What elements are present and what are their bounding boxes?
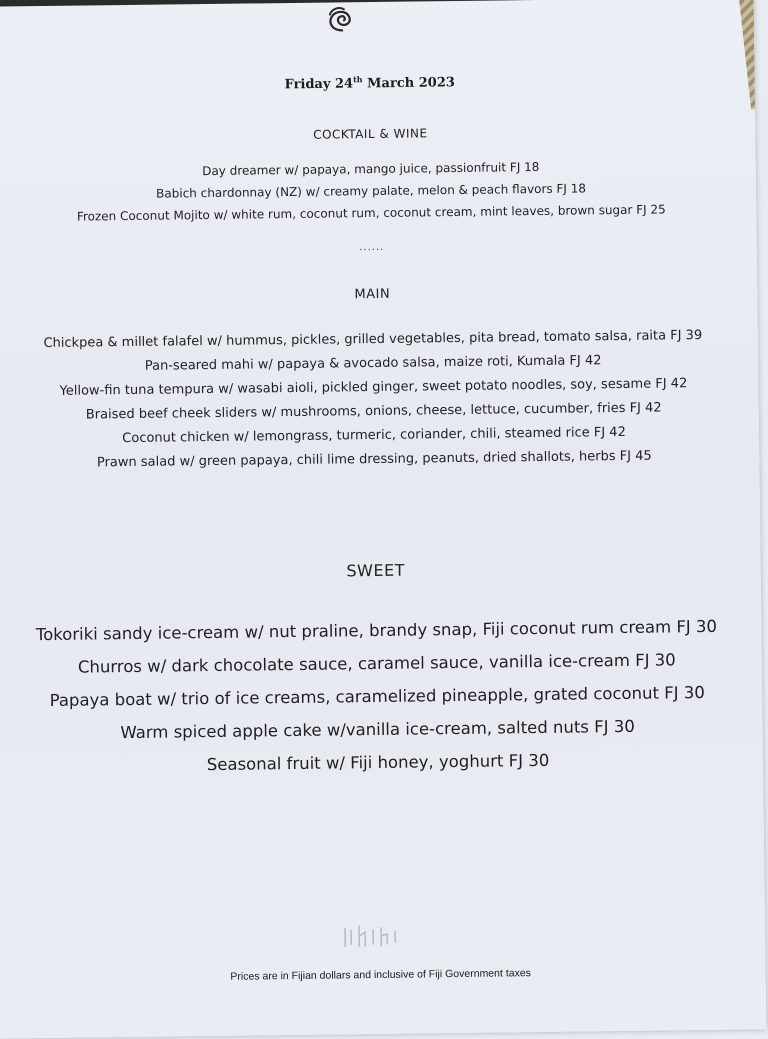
placemat-corner bbox=[728, 0, 755, 110]
menu-date: Friday 24th March 2023 bbox=[284, 74, 455, 93]
table-edge bbox=[0, 0, 752, 7]
menu-item: Babich chardonnay (NZ) w/ creamy palate, melon & peach flavors FJ 18 bbox=[156, 181, 587, 201]
section-heading-cocktail: COCKTAIL & WINE bbox=[313, 126, 428, 142]
spiral-shell-icon bbox=[322, 4, 362, 34]
menu-item: Pan-seared mahi w/ papaya & avocado salsa, maize roti, Kumala FJ 42 bbox=[144, 353, 602, 374]
faint-signature-mark bbox=[339, 922, 409, 951]
cocktail-list bbox=[0, 153, 756, 228]
menu-item: Day dreamer w/ papaya, mango juice, passionfruit FJ 18 bbox=[202, 159, 540, 179]
menu-item: Churros w/ dark chocolate sauce, caramel sauce, vanilla ice-cream FJ 30 bbox=[77, 650, 676, 677]
menu-item: Yellow-fin tuna tempura w/ wasabi aioli, pickled ginger, sweet potato noodles, soy, sesame FJ 42 bbox=[59, 376, 688, 399]
section-heading-main: MAIN bbox=[354, 286, 391, 303]
menu-item: Seasonal fruit w/ Fiji honey, yoghurt FJ 30 bbox=[206, 750, 550, 775]
menu-item: Chickpea & millet falafel w/ hummus, pickles, grilled vegetables, pita bread, tomato salsa, raita FJ 39 bbox=[43, 327, 703, 352]
menu-item: Papaya boat w/ trio of ice creams, caramelized pineapple, grated coconut FJ 30 bbox=[49, 682, 705, 710]
sweet-list bbox=[0, 609, 763, 783]
menu-item: Prawn salad w/ green papaya, chili lime dressing, peanuts, dried shallots, herbs FJ 45 bbox=[96, 448, 652, 471]
menu-item: Coconut chicken w/ lemongrass, turmeric, coriander, chili, steamed rice FJ 42 bbox=[122, 424, 626, 447]
menu-item: Tokoriki sandy ice-cream w/ nut praline, brandy snap, Fiji coconut rum cream FJ 30 bbox=[35, 616, 718, 645]
menu-item: Warm spiced apple cake w/vanilla ice-cream, salted nuts FJ 30 bbox=[120, 716, 635, 743]
price-note: Prices are in Fijian dollars and inclusive of Fiji Government taxes bbox=[230, 967, 531, 983]
menu-item: Braised beef cheek sliders w/ mushrooms, onions, cheese, lettuce, cucumber, fries FJ 42 bbox=[85, 400, 662, 423]
menu-item: Frozen Coconut Mojito w/ white rum, coconut rum, coconut cream, mint leaves, brown sugar FJ 25 bbox=[76, 202, 666, 224]
section-divider: ...... bbox=[359, 241, 385, 254]
section-heading-sweet: SWEET bbox=[346, 560, 406, 581]
main-list bbox=[0, 323, 759, 476]
